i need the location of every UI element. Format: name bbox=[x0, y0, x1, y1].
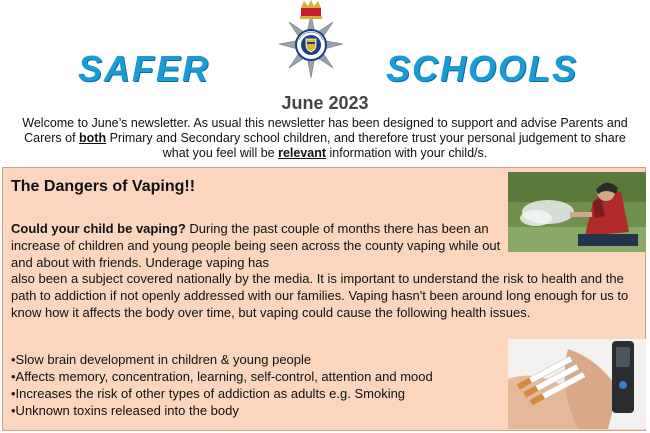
newsletter-date: June 2023 bbox=[281, 93, 369, 113]
list-item: •Unknown toxins released into the body bbox=[11, 403, 239, 418]
brand-schools: SCHOOLS bbox=[386, 48, 579, 89]
intro-text-3: information with your child/s. bbox=[326, 146, 488, 160]
brand-safer: SAFER bbox=[78, 48, 211, 89]
article-title: The Dangers of Vaping!! bbox=[11, 178, 196, 195]
intro-relevant: relevant bbox=[278, 146, 327, 160]
lead-question: Could your child be vaping? bbox=[11, 221, 186, 236]
list-item: •Increases the risk of other types of addiction as adults e.g. Smoking bbox=[11, 386, 406, 401]
intro-paragraph bbox=[22, 116, 628, 161]
intro-text-1: Welcome to June’s newsletter. As usual this newsletter has been designed to support and advise Parents and Carers of bbox=[22, 116, 628, 145]
article-lead bbox=[11, 220, 511, 271]
vaping-article-panel bbox=[2, 167, 646, 431]
cigarette-vape-photo bbox=[508, 339, 646, 429]
lead-text: During the past couple of months there has been an increase of children and young people being seen across the county vaping while out and about with friends. Underage vaping has bbox=[11, 221, 501, 270]
police-crest-icon bbox=[275, 0, 347, 92]
teen-vaping-photo bbox=[508, 172, 646, 252]
article-body: also been a subject covered nationally by the media. It is important to understand the risk to health and the path to addiction if not openly addressed with our families. Vaping hasn't been around long enough for us to know how it affects the body over time, but vaping could cause the following health issues. bbox=[11, 271, 629, 320]
intro-both: both bbox=[79, 131, 107, 145]
list-item: •Affects memory, concentration, learning, self-control, attention and mood bbox=[11, 369, 433, 384]
intro-text-2: Primary and Secondary school children, and therefore trust your personal judgement to share what you feel will be bbox=[106, 131, 626, 160]
health-issues-list bbox=[11, 351, 511, 419]
list-item: •Slow brain development in children & young people bbox=[11, 352, 312, 367]
